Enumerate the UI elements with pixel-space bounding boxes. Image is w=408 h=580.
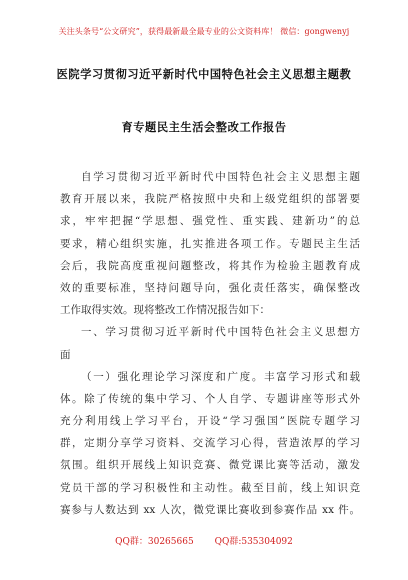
paragraph-3-line-2: 体。除了传统的集中学习、个人自学、专题讲座等形式外 [60, 392, 360, 405]
document-title-line-1: 医院学习贯彻习近平新时代中国特色社会主义思想主题教 [56, 67, 352, 81]
bottom-contact-banner [0, 534, 408, 547]
paragraph-3-line-4: 群，定期分享学习资料、交流学习心得，营造浓厚的学习 [60, 437, 360, 450]
section-heading-line-2: 面 [60, 348, 71, 361]
paragraph-1-line-3: 求，牢牢把握“学思想、强党性、重实践、建新功”的总 [60, 215, 360, 228]
paragraph-3-line-3: 充分利用线上学习平台，开设“学习强国”医院专题学习 [60, 415, 360, 428]
qq-group-2-text: QQ群:535304092 [214, 537, 293, 547]
top-promo-banner: 关注头条号“公文研究”，获得最新最全最专业的公文资料库！ 微信：gongwenyj [58, 27, 350, 36]
paragraph-1-line-7: 工作取得实效。现将整改工作情况报告如下： [60, 304, 270, 317]
paragraph-1-line-5: 会后，我院高度重视问题整改，将其作为检验主题教育成 [60, 259, 360, 272]
paragraph-1-line-4: 要求，精心组织实施，扎实推进各项工作。专题民主生活 [60, 237, 360, 250]
document-title-line-2: 育专题民主生活会整改工作报告 [121, 120, 287, 134]
paragraph-1-line-1: 自学习贯彻习近平新时代中国特色社会主义思想主题 [81, 171, 360, 183]
section-heading-line-1: 一、学习贯彻习近平新时代中国特色社会主义思想方 [81, 326, 360, 339]
paragraph-1-line-6: 效的重要标准，坚持问题导向，强化责任落实，确保整改 [60, 281, 360, 294]
document-body [60, 166, 360, 521]
paragraph-3-line-7: 赛参与人数达到 xx 人次，微党课比赛收到参赛作品 xx 件。 [60, 503, 360, 516]
paragraph-3-line-6: 党员干部的学习积极性和主动性。截至目前，线上知识竞 [60, 481, 360, 494]
paragraph-1-line-2: 教育开展以来，我院严格按照中央和上级党组织的部署要 [60, 193, 360, 206]
paragraph-3-line-1: （一）强化理论学习深度和广度。丰富学习形式和载 [81, 370, 360, 383]
qq-group-1-text: QQ群：30265665 [115, 537, 194, 547]
paragraph-3-line-5: 氛围。组织开展线上知识竞赛、微党课比赛等活动，激发 [60, 459, 360, 472]
